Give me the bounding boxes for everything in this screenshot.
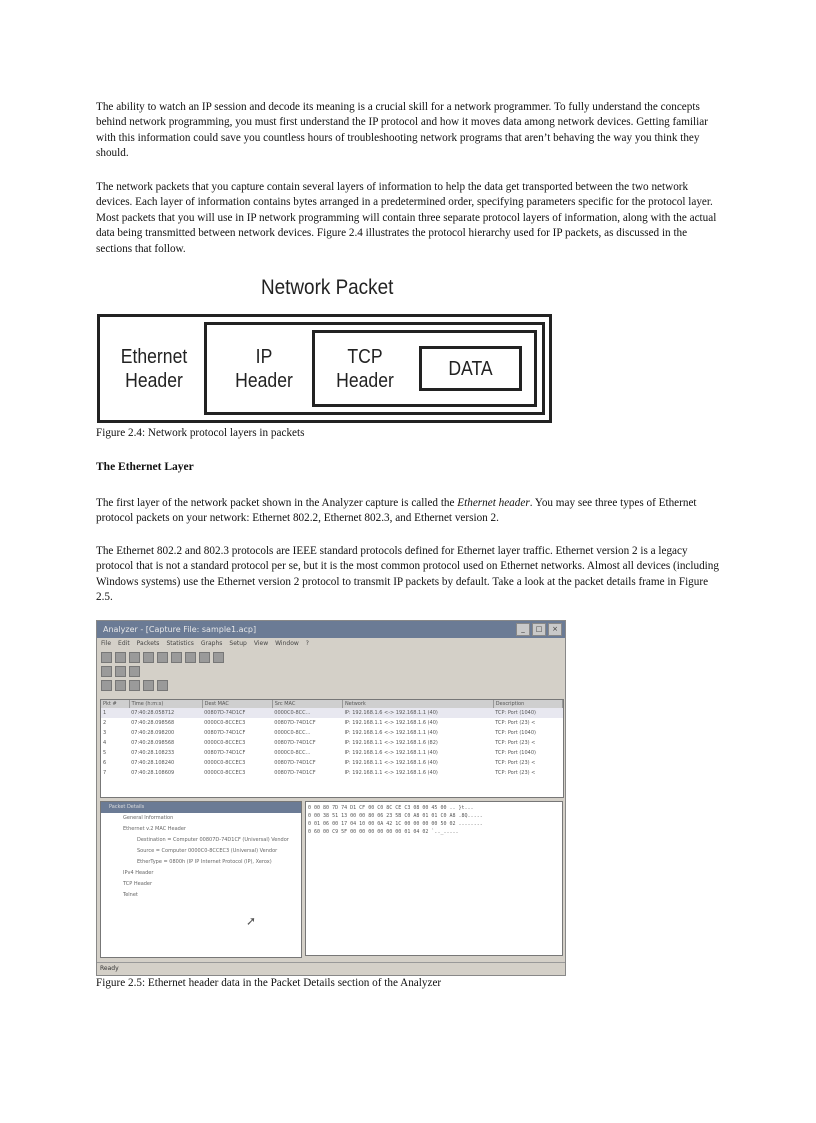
- table-cell: 6: [103, 760, 107, 766]
- hex-line: 0 60 00 C9 5F 00 00 00 00 00 00 01 04 02 `.._.....: [308, 829, 459, 835]
- figure-analyzer-screenshot: [96, 620, 566, 976]
- table-cell: TCP: Port (1040): [495, 710, 536, 716]
- tree-node[interactable]: Telnet: [123, 892, 138, 898]
- menu-file[interactable]: File: [101, 640, 112, 647]
- column-header[interactable]: Description: [493, 700, 562, 708]
- column-header[interactable]: Src MAC: [272, 700, 342, 708]
- new-icon[interactable]: [101, 652, 112, 663]
- previous-packet-icon[interactable]: [115, 680, 126, 691]
- table-cell: TCP: Port (23) <: [495, 770, 536, 776]
- table-row[interactable]: [101, 758, 563, 768]
- table-cell: 00807D-74D1CF: [274, 760, 316, 766]
- table-cell: 0000C0-8CCEC3: [204, 760, 246, 766]
- column-header[interactable]: Time (h:m:s): [129, 700, 202, 708]
- paragraph-ip-session: The ability to watch an IP session and decode its meaning is a crucial skill for a network programmer. To fully understand the concepts behind network programming, you must first understand the IP protocol and how it moves data among network devices. Getting familiar with this information could save you countless hours of troubleshooting network programs that aren’t behaving the way you think they should.: [96, 101, 708, 160]
- delete-icon[interactable]: [199, 652, 210, 663]
- paragraph-ethernet-protocols: The Ethernet 802.2 and 802.3 protocols are IEEE standard protocols defined for Ethernet layer traffic. Ethernet version 2 is a legacy protocol that is not a standard protocol per se, but it is the most common protocol used on Ethernet networks. Almost all devices (including Windows systems) use the Ethernet version 2 protocol to transmit IP packets by default. Take a look at the packet details frame in Figure 2.5.: [96, 545, 719, 604]
- table-row[interactable]: [101, 728, 563, 738]
- tree-node[interactable]: General Information: [123, 815, 174, 821]
- ethernet-header-label: Ethernet Header: [120, 346, 188, 392]
- figure-2-5-caption: Figure 2.5: Ethernet header data in the Packet Details section of the Analyzer: [96, 977, 442, 989]
- table-row[interactable]: [101, 708, 563, 718]
- table-cell: 00807D-74D1CF: [204, 730, 246, 736]
- close-icon[interactable]: ×: [548, 623, 562, 636]
- hex-dump-pane: [305, 801, 563, 956]
- table-cell: IP: 192.168.1.6 <-> 192.168.1.1 (40): [344, 750, 438, 756]
- data-label: DATA: [448, 358, 493, 380]
- tcp-header-label: TCP Header: [336, 346, 394, 392]
- table-cell: 07:40:28.108233: [131, 750, 175, 756]
- table-cell: TCP: Port (23) <: [495, 740, 536, 746]
- last-packet-icon[interactable]: [143, 680, 154, 691]
- table-cell: 00807D-74D1CF: [274, 740, 316, 746]
- table-cell: 00807D-74D1CF: [274, 770, 316, 776]
- print-icon[interactable]: [213, 652, 224, 663]
- paragraph-ethernet-header: The first layer of the network packet shown in the Analyzer capture is called the Ethernet header. You may see three types of Ethernet protocol packets on your network: Ethernet 802.2, Ethernet 802.3, and Ethernet version 2.: [96, 497, 697, 525]
- table-cell: TCP: Port (1040): [495, 730, 536, 736]
- tree-node[interactable]: Ethernet v.2 MAC Header: [123, 826, 186, 832]
- table-row[interactable]: [101, 738, 563, 748]
- table-cell: TCP: Port (23) <: [495, 720, 536, 726]
- table-cell: 0000C0-8CCEC3: [204, 770, 246, 776]
- table-cell: 07:40:28.108609: [131, 770, 175, 776]
- paragraph-network-packets: The network packets that you capture contain several layers of information to help the data get transported between the two network devices. Each layer of information contains bytes arranged in a predetermined order, specifying parameters specific for the protocol layer. Most packets that you will use in IP network programming will contain three separate protocol layers of information, along with the actual data being transmitted between network devices. Figure 2.4 illustrates the protocol hierarchy used for IP packets, as discussed in the sections that follow.: [96, 181, 717, 255]
- table-cell: 0000C0-8CCEC3: [204, 740, 246, 746]
- table-cell: IP: 192.168.1.1 <-> 192.168.1.6 (40): [344, 720, 438, 726]
- status-bar: Ready: [97, 962, 566, 975]
- menu-edit[interactable]: Edit: [118, 640, 130, 647]
- menu-help[interactable]: ?: [305, 640, 309, 647]
- table-cell: 0000C0-8CC...: [274, 750, 311, 756]
- table-cell: 0000C0-8CCEC3: [204, 720, 246, 726]
- table-cell: 4: [103, 740, 107, 746]
- figure-2-4-caption: Figure 2.4: Network protocol layers in packets: [96, 427, 305, 439]
- menu-window[interactable]: Window: [275, 640, 299, 647]
- table-cell: 00807D-74D1CF: [204, 710, 246, 716]
- hex-line: 0 01 06 00 17 04 10 00 0A 42 1C 00 00 00 00 50 02 ........: [308, 821, 483, 827]
- table-cell: 1: [103, 710, 107, 716]
- table-cell: 0000C0-8CC...: [274, 730, 311, 736]
- tree-node[interactable]: Destination = Computer 00807D-74D1CF (Universal) Vendor: [137, 837, 289, 843]
- copy-icon[interactable]: [171, 652, 182, 663]
- table-cell: 07:40:28.098200: [131, 730, 175, 736]
- menu-view[interactable]: View: [253, 640, 269, 647]
- table-cell: 7: [103, 770, 107, 776]
- table-cell: IP: 192.168.1.1 <-> 192.168.1.6 (82): [344, 740, 438, 746]
- figure-network-packet: [96, 274, 554, 426]
- table-row[interactable]: [101, 718, 563, 728]
- table-cell: 5: [103, 750, 107, 756]
- cut-icon[interactable]: [157, 652, 168, 663]
- minimize-icon[interactable]: _: [516, 623, 530, 636]
- mouse-cursor-icon: ➚: [246, 914, 257, 928]
- figure-title: Network Packet: [261, 276, 394, 299]
- column-header[interactable]: Network: [342, 700, 493, 708]
- menu-statistics[interactable]: Statistics: [166, 640, 194, 647]
- tree-node[interactable]: TCP Header: [123, 881, 153, 887]
- table-cell: 07:40:28.108240: [131, 760, 175, 766]
- next-packet-icon[interactable]: [129, 680, 140, 691]
- table-cell: TCP: Port (1040): [495, 750, 536, 756]
- menu-packets[interactable]: Packets: [136, 640, 160, 647]
- statistics-icon[interactable]: [157, 680, 168, 691]
- table-row[interactable]: [101, 748, 563, 758]
- ip-header-label: IP Header: [235, 346, 293, 392]
- capture-icon[interactable]: [101, 666, 112, 677]
- table-cell: TCP: Port (23) <: [495, 760, 536, 766]
- stop-icon[interactable]: [115, 666, 126, 677]
- toolbar-row-2: [97, 664, 565, 678]
- first-packet-icon[interactable]: [101, 680, 112, 691]
- menu-graphs[interactable]: Graphs: [200, 640, 223, 647]
- packet-list: [100, 699, 564, 798]
- paste-icon[interactable]: [185, 652, 196, 663]
- hex-line: 0 00 80 7D 74 D1 CF 00 C0 8C CE C3 08 00 45 00 .. }t...: [308, 805, 474, 811]
- table-cell: IP: 192.168.1.1 <-> 192.168.1.6 (40): [344, 770, 438, 776]
- table-cell: IP: 192.168.1.6 <-> 192.168.1.1 (40): [344, 730, 438, 736]
- menu-bar: [97, 638, 565, 650]
- find-icon[interactable]: [143, 652, 154, 663]
- tree-node[interactable]: Packet Details: [101, 802, 301, 813]
- table-cell: 0000C0-8CC...: [274, 710, 311, 716]
- table-cell: IP: 192.168.1.6 <-> 192.168.1.1 (40): [344, 710, 438, 716]
- tree-node[interactable]: IPv4 Header: [123, 870, 154, 876]
- save-icon[interactable]: [129, 652, 140, 663]
- window-titlebar: [97, 621, 565, 638]
- column-header[interactable]: Pkt #: [101, 700, 129, 708]
- section-heading: The Ethernet Layer: [96, 461, 194, 473]
- table-cell: 07:40:28.098568: [131, 720, 175, 726]
- window-title: Analyzer - [Capture File: sample1.acp]: [103, 625, 257, 634]
- toolbar-row-1: [97, 650, 565, 664]
- filter-icon[interactable]: [129, 666, 140, 677]
- column-header[interactable]: Dest MAC: [202, 700, 272, 708]
- menu-setup[interactable]: Setup: [229, 640, 247, 647]
- tree-node[interactable]: Source = Computer 0000C0-8CCEC3 (Universal) Vendor: [137, 848, 278, 854]
- table-cell: 07:40:28.058712: [131, 710, 175, 716]
- tree-node[interactable]: EtherType = 0800h (IP IP Internet Protocol (IP), Xerox): [137, 859, 272, 865]
- toolbar-row-3: [97, 678, 565, 692]
- table-cell: 07:40:28.098568: [131, 740, 175, 746]
- table-cell: 2: [103, 720, 107, 726]
- packet-details-tree: [100, 801, 302, 958]
- hex-line: 0 00 38 51 13 00 00 80 06 23 5B C0 A8 01 01 C0 A8 .8Q.....: [308, 813, 483, 819]
- table-cell: 3: [103, 730, 107, 736]
- table-cell: 00807D-74D1CF: [274, 720, 316, 726]
- table-row[interactable]: [101, 768, 563, 778]
- maximize-icon[interactable]: □: [532, 623, 546, 636]
- open-icon[interactable]: [115, 652, 126, 663]
- table-cell: IP: 192.168.1.1 <-> 192.168.1.6 (40): [344, 760, 438, 766]
- table-cell: 00807D-74D1CF: [204, 750, 246, 756]
